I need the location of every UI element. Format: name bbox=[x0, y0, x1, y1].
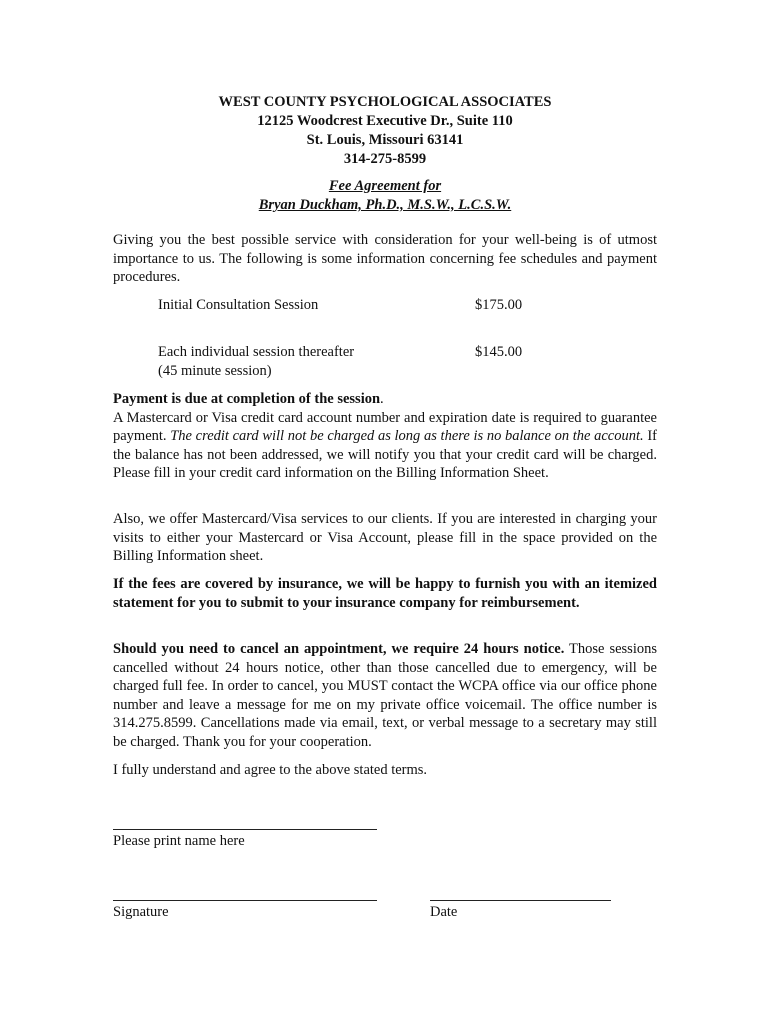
fee-price-initial: $175.00 bbox=[475, 297, 523, 313]
org-name: WEST COUNTY PSYCHOLOGICAL ASSOCIATES bbox=[218, 94, 552, 110]
fee-price-individual: $145.00 bbox=[475, 344, 523, 360]
phone-number: 314-275-8599 bbox=[343, 151, 427, 167]
fee-label-initial: Initial Consultation Session bbox=[158, 297, 319, 313]
payment-section bbox=[113, 390, 657, 483]
date-line[interactable] bbox=[430, 900, 611, 901]
date-label: Date bbox=[430, 904, 458, 920]
address-line-1: 12125 Woodcrest Executive Dr., Suite 110 bbox=[257, 113, 513, 129]
letterhead bbox=[0, 93, 770, 215]
signature-label: Signature bbox=[113, 904, 169, 920]
card-services-paragraph: Also, we offer Mastercard/Visa services to our clients. If you are interested in charging your visits to either your Mastercard or Visa Account, please fill in the space provided on the Billing Information sheet. bbox=[113, 511, 657, 565]
payment-paragraph: A Mastercard or Visa credit card account number and expiration date is required to guarantee payment. The credit card will not be charged as long as there is no balance on the account. If the balance has not been addressed, we will notify you that your credit card will be charged. Please fill in your credit card information on the Billing Information Sheet. bbox=[113, 409, 657, 482]
fee-note-individual: (45 minute session) bbox=[158, 363, 272, 379]
cancellation-paragraph: Should you need to cancel an appointment, we require 24 hours notice. Those sessions cancelled without 24 hours notice, other than those cancelled due to emergency, will be charged full fee. In order to cancel, you MUST contact the WCPA office via our office phone number and leave a message for me on my private office voicemail. The office number is 314.275.8599. Cancellations made via email, text, or verbal message to a secretary may still be charged. Thank you for your cooperation. bbox=[113, 641, 657, 750]
signature-line[interactable] bbox=[113, 900, 377, 901]
address-line-2: St. Louis, Missouri 63141 bbox=[306, 132, 464, 148]
payment-heading: Payment is due at completion of the session. bbox=[113, 391, 384, 407]
print-name-line[interactable] bbox=[113, 829, 377, 830]
document-title: Fee Agreement for bbox=[328, 178, 442, 194]
intro-paragraph: Giving you the best possible service with consideration for your well-being is of utmost importance to us. The following is some information concerning fee schedules and payment procedures. bbox=[113, 232, 657, 286]
agreement-statement: I fully understand and agree to the above stated terms. bbox=[113, 762, 428, 778]
insurance-paragraph: If the fees are covered by insurance, we will be happy to furnish you with an itemized statement for you to submit to your insurance company for reimbursement. bbox=[113, 576, 657, 611]
print-name-label: Please print name here bbox=[113, 833, 245, 849]
provider-name: Bryan Duckham, Ph.D., M.S.W., L.C.S.W. bbox=[258, 197, 512, 213]
fee-label-individual: Each individual session thereafter bbox=[158, 344, 355, 360]
